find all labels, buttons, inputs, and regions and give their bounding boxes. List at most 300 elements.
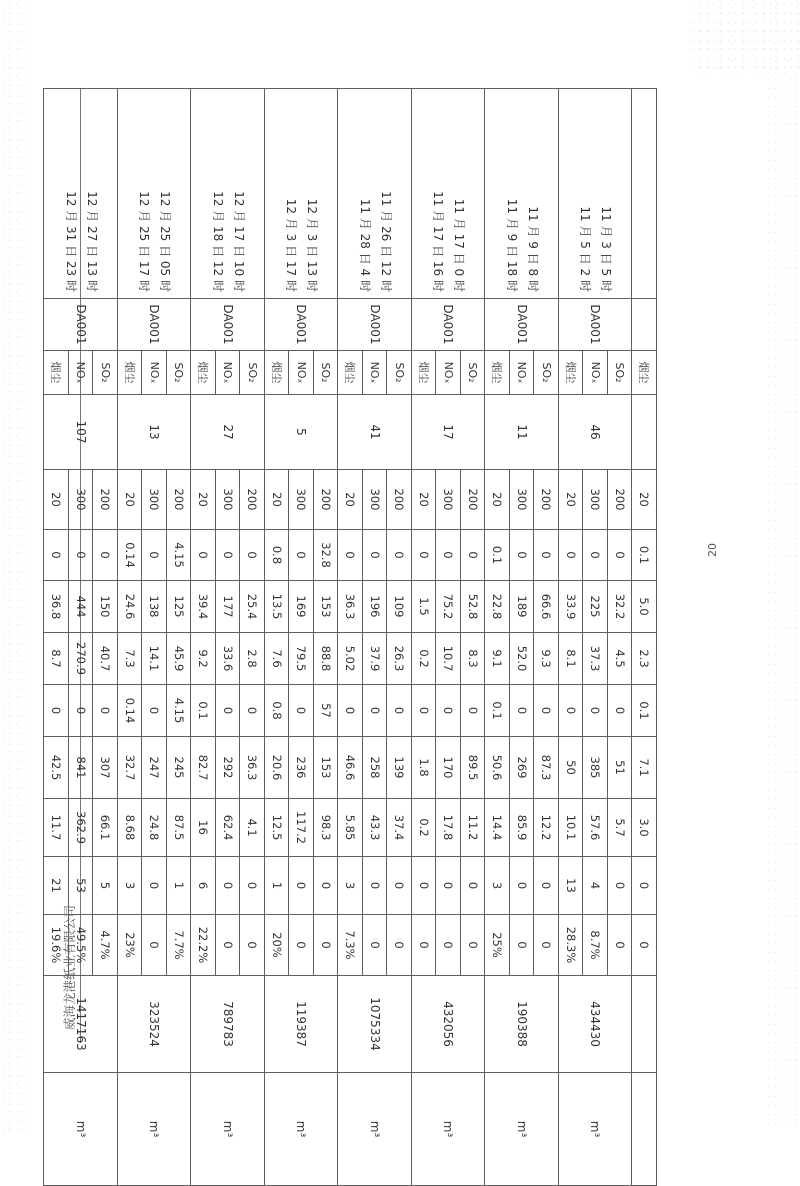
period-start: 12 月 3 日 13 时 — [305, 198, 320, 292]
value-cell: 46.6 — [338, 737, 363, 799]
value-cell: 0 — [534, 857, 559, 915]
hours-cell: 27 — [191, 395, 265, 470]
value-cell: 0.1 — [632, 530, 657, 581]
value-cell: 3 — [338, 857, 363, 915]
unit-cell: m³ — [118, 1073, 192, 1186]
unit-cell: m³ — [559, 1073, 633, 1186]
period-cell — [338, 89, 412, 299]
value-cell: 33.6 — [216, 633, 241, 685]
unit-cell: m³ — [412, 1073, 486, 1186]
volume-cell: 323524 — [118, 976, 192, 1073]
period-end: 11 月 17 日 16 时 — [431, 191, 446, 292]
value-cell: 0.2 — [412, 799, 437, 857]
value-cell: 362.9 — [69, 799, 94, 857]
value-cell: 12.2 — [534, 799, 559, 857]
value-cell: 4.1 — [240, 799, 265, 857]
value-cell: 49.5% — [69, 915, 94, 976]
volume-cell: 190388 — [485, 976, 559, 1073]
value-cell: 7.3% — [338, 915, 363, 976]
value-cell: 5.7 — [608, 799, 633, 857]
limit-cell: 20 — [191, 470, 216, 530]
value-cell: 0 — [412, 685, 437, 737]
limit-cell: 20 — [44, 470, 69, 530]
value-cell: 1 — [265, 857, 290, 915]
value-cell: 0.1 — [485, 685, 510, 737]
pollutant-cell: NOₓ — [436, 351, 461, 395]
value-cell: 169 — [289, 581, 314, 633]
value-cell: 0 — [510, 915, 535, 976]
value-cell: 22.2% — [191, 915, 216, 976]
value-cell: 0 — [412, 857, 437, 915]
pollutant-cell: 烟尘 — [338, 351, 363, 395]
value-cell: 177 — [216, 581, 241, 633]
value-cell: 0 — [44, 685, 69, 737]
value-cell: 0.8 — [265, 530, 290, 581]
value-cell: 53 — [69, 857, 94, 915]
blank-cell — [632, 299, 657, 351]
value-cell: 45.9 — [167, 633, 192, 685]
volume-cell: 434430 — [559, 976, 633, 1073]
value-cell: 16 — [191, 799, 216, 857]
value-cell: 43.3 — [363, 799, 388, 857]
unit-cell: m³ — [338, 1073, 412, 1186]
value-cell: 9.3 — [534, 633, 559, 685]
value-cell: 42.5 — [44, 737, 69, 799]
value-cell: 0 — [289, 915, 314, 976]
value-cell: 32.2 — [608, 581, 633, 633]
volume-cell: 432056 — [412, 976, 486, 1073]
value-cell: 4.15 — [167, 530, 192, 581]
value-cell: 11.2 — [461, 799, 486, 857]
table-row — [387, 89, 412, 1186]
limit-cell: 200 — [167, 470, 192, 530]
period-start: 11 月 17 日 0 时 — [452, 198, 467, 292]
value-cell: 52.0 — [510, 633, 535, 685]
value-cell: 0 — [363, 530, 388, 581]
value-cell: 9.2 — [191, 633, 216, 685]
value-cell: 50.6 — [485, 737, 510, 799]
pollutant-cell: 烟尘 — [485, 351, 510, 395]
value-cell: 0 — [436, 915, 461, 976]
value-cell: 0 — [559, 530, 584, 581]
pollutant-cell: SO₂ — [461, 351, 486, 395]
value-cell: 269 — [510, 737, 535, 799]
period-end: 12 月 18 日 12 时 — [210, 191, 225, 292]
value-cell: 0 — [240, 530, 265, 581]
value-cell: 0 — [363, 915, 388, 976]
value-cell: 247 — [142, 737, 167, 799]
value-cell: 98.3 — [314, 799, 339, 857]
value-cell: 33.9 — [559, 581, 584, 633]
scan-speckle-top-right — [690, 0, 800, 75]
value-cell: 0 — [461, 857, 486, 915]
unit-cell: m³ — [485, 1073, 559, 1186]
value-cell: 0.2 — [412, 633, 437, 685]
value-cell: 2.8 — [240, 633, 265, 685]
value-cell: 36.3 — [240, 737, 265, 799]
table-header-row — [632, 89, 657, 1186]
value-cell: 28.3% — [559, 915, 584, 976]
value-cell: 4.7% — [93, 915, 118, 976]
value-cell: 36.8 — [44, 581, 69, 633]
value-cell: 0 — [69, 530, 94, 581]
value-cell: 0.8 — [265, 685, 290, 737]
pollutant-cell: SO₂ — [534, 351, 559, 395]
volume-cell: 119387 — [265, 976, 339, 1073]
volume-cell: 1417163 — [44, 976, 118, 1073]
value-cell: 1 — [167, 857, 192, 915]
value-cell: 85.9 — [510, 799, 535, 857]
hours-cell: 46 — [559, 395, 633, 470]
value-cell: 23% — [118, 915, 143, 976]
pollutant-cell: SO₂ — [240, 351, 265, 395]
value-cell: 0 — [412, 530, 437, 581]
value-cell: 0 — [314, 915, 339, 976]
value-cell: 51 — [608, 737, 633, 799]
value-cell: 0.1 — [191, 685, 216, 737]
value-cell: 0 — [534, 685, 559, 737]
value-cell: 153 — [314, 737, 339, 799]
value-cell: 0 — [216, 857, 241, 915]
value-cell: 10.1 — [559, 799, 584, 857]
value-cell: 0 — [608, 915, 633, 976]
value-cell: 0 — [461, 530, 486, 581]
value-cell: 225 — [583, 581, 608, 633]
company-header: 威海龙港纸业有限公司 — [62, 904, 77, 1030]
value-cell: 0 — [436, 857, 461, 915]
value-cell: 13 — [559, 857, 584, 915]
period-start: 12 月 17 日 10 时 — [231, 191, 246, 292]
value-cell: 0 — [559, 685, 584, 737]
value-cell: 10.7 — [436, 633, 461, 685]
value-cell: 125 — [167, 581, 192, 633]
pollutant-cell: NOₓ — [510, 351, 535, 395]
table-row — [240, 89, 265, 1186]
value-cell: 0.14 — [118, 685, 143, 737]
value-cell: 4.5 — [608, 633, 633, 685]
value-cell: 0 — [69, 685, 94, 737]
value-cell: 0 — [510, 857, 535, 915]
scan-speckle-right — [765, 75, 800, 1131]
value-cell: 0 — [534, 530, 559, 581]
hours-cell: 17 — [412, 395, 486, 470]
limit-cell: 200 — [608, 470, 633, 530]
value-cell: 0 — [142, 685, 167, 737]
period-cell — [485, 89, 559, 299]
value-cell: 0 — [191, 530, 216, 581]
value-cell: 0 — [363, 857, 388, 915]
value-cell: 117.2 — [289, 799, 314, 857]
value-cell: 0 — [142, 857, 167, 915]
value-cell: 4 — [583, 857, 608, 915]
value-cell: 258 — [363, 737, 388, 799]
limit-cell: 300 — [583, 470, 608, 530]
value-cell: 26.3 — [387, 633, 412, 685]
value-cell: 37.4 — [387, 799, 412, 857]
pollutant-cell: SO₂ — [314, 351, 339, 395]
value-cell: 0 — [314, 857, 339, 915]
value-cell: 9.1 — [485, 633, 510, 685]
value-cell: 0 — [240, 857, 265, 915]
period-start: 11 月 9 日 8 时 — [525, 206, 540, 292]
period-end: 11 月 9 日 18 时 — [504, 198, 519, 292]
value-cell: 0 — [216, 530, 241, 581]
value-cell: 88.8 — [314, 633, 339, 685]
period-start: 12 月 25 日 05 时 — [158, 191, 173, 292]
value-cell: 36.3 — [338, 581, 363, 633]
value-cell: 0.1 — [632, 685, 657, 737]
value-cell: 0 — [608, 530, 633, 581]
value-cell: 17.8 — [436, 799, 461, 857]
value-cell: 14.4 — [485, 799, 510, 857]
limit-cell: 300 — [510, 470, 535, 530]
value-cell: 82.7 — [191, 737, 216, 799]
period-end: 12 月 31 日 23 时 — [63, 191, 78, 292]
value-cell: 0 — [338, 685, 363, 737]
value-cell: 189 — [510, 581, 535, 633]
period-cell — [559, 89, 633, 299]
blank-cell — [632, 89, 657, 299]
value-cell: 4.15 — [167, 685, 192, 737]
scan-speckle-left — [0, 0, 30, 1131]
value-cell: 0 — [240, 685, 265, 737]
period-start: 11 月 26 日 12 时 — [378, 191, 393, 292]
value-cell: 0 — [216, 915, 241, 976]
pollutant-cell: SO₂ — [93, 351, 118, 395]
value-cell: 138 — [142, 581, 167, 633]
pollutant-cell: 烟尘 — [191, 351, 216, 395]
value-cell: 7.6 — [265, 633, 290, 685]
value-cell: 3 — [118, 857, 143, 915]
value-cell: 307 — [93, 737, 118, 799]
emission-table — [44, 88, 658, 1186]
blank-cell — [632, 1073, 657, 1186]
pollutant-cell: 烟尘 — [632, 351, 657, 395]
limit-cell: 200 — [314, 470, 339, 530]
unit-cell: m³ — [265, 1073, 339, 1186]
outlet-cell: DA001 — [191, 299, 265, 351]
value-cell: 385 — [583, 737, 608, 799]
limit-cell: 300 — [289, 470, 314, 530]
value-cell: 0 — [289, 857, 314, 915]
value-cell: 32.7 — [118, 737, 143, 799]
value-cell: 11.7 — [44, 799, 69, 857]
value-cell: 8.3 — [461, 633, 486, 685]
value-cell: 66.6 — [534, 581, 559, 633]
value-cell: 0 — [436, 685, 461, 737]
table-row — [608, 89, 633, 1186]
value-cell: 0 — [240, 915, 265, 976]
value-cell: 0.1 — [485, 530, 510, 581]
pollutant-cell: 烟尘 — [118, 351, 143, 395]
limit-cell: 200 — [461, 470, 486, 530]
value-cell: 0 — [387, 530, 412, 581]
blank-cell — [632, 976, 657, 1073]
period-cell — [265, 89, 339, 299]
table-row — [534, 89, 559, 1186]
hours-cell: 107 — [44, 395, 118, 470]
pollutant-cell: NOₓ — [583, 351, 608, 395]
outlet-cell: DA001 — [118, 299, 192, 351]
pollutant-cell: 烟尘 — [265, 351, 290, 395]
value-cell: 12.5 — [265, 799, 290, 857]
outlet-cell: DA001 — [559, 299, 633, 351]
value-cell: 0 — [216, 685, 241, 737]
limit-cell: 200 — [534, 470, 559, 530]
limit-cell: 20 — [485, 470, 510, 530]
value-cell: 0 — [608, 685, 633, 737]
value-cell: 0 — [608, 857, 633, 915]
pollutant-cell: 烟尘 — [44, 351, 69, 395]
value-cell: 25.4 — [240, 581, 265, 633]
pollutant-cell: NOₓ — [142, 351, 167, 395]
value-cell: 0 — [289, 685, 314, 737]
pollutant-cell: SO₂ — [387, 351, 412, 395]
value-cell: 0 — [363, 685, 388, 737]
value-cell: 196 — [363, 581, 388, 633]
value-cell: 1.5 — [412, 581, 437, 633]
value-cell: 25% — [485, 915, 510, 976]
value-cell: 0 — [142, 530, 167, 581]
value-cell: 13.5 — [265, 581, 290, 633]
value-cell: 0 — [436, 530, 461, 581]
value-cell: 40.7 — [93, 633, 118, 685]
value-cell: 841 — [69, 737, 94, 799]
value-cell: 170 — [436, 737, 461, 799]
value-cell: 0 — [461, 685, 486, 737]
limit-cell: 200 — [240, 470, 265, 530]
value-cell: 7.1 — [632, 737, 657, 799]
limit-cell: 20 — [412, 470, 437, 530]
value-cell: 0 — [632, 857, 657, 915]
value-cell: 3 — [485, 857, 510, 915]
limit-cell: 20 — [338, 470, 363, 530]
outlet-cell: DA001 — [265, 299, 339, 351]
value-cell: 3.0 — [632, 799, 657, 857]
value-cell: 19.6% — [44, 915, 69, 976]
period-start: 11 月 3 日 5 时 — [599, 206, 614, 292]
pollutant-cell: 烟尘 — [559, 351, 584, 395]
limit-cell: 300 — [216, 470, 241, 530]
value-cell: 52.8 — [461, 581, 486, 633]
value-cell: 0 — [461, 915, 486, 976]
value-cell: 0 — [289, 530, 314, 581]
value-cell: 0 — [44, 530, 69, 581]
volume-cell: 789783 — [191, 976, 265, 1073]
pollutant-cell: NOₓ — [289, 351, 314, 395]
limit-cell: 300 — [142, 470, 167, 530]
value-cell: 57.6 — [583, 799, 608, 857]
outlet-cell: DA001 — [338, 299, 412, 351]
table-row — [93, 89, 118, 1186]
value-cell: 0 — [510, 530, 535, 581]
table-row — [461, 89, 486, 1186]
value-cell: 109 — [387, 581, 412, 633]
limit-cell: 300 — [69, 470, 94, 530]
limit-cell: 200 — [93, 470, 118, 530]
limit-cell: 300 — [436, 470, 461, 530]
period-cell — [412, 89, 486, 299]
value-cell: 37.9 — [363, 633, 388, 685]
value-cell: 0 — [93, 685, 118, 737]
blank-cell — [632, 395, 657, 470]
value-cell: 0 — [338, 530, 363, 581]
value-cell: 66.1 — [93, 799, 118, 857]
value-cell: 150 — [93, 581, 118, 633]
period-cell — [191, 89, 265, 299]
value-cell: 8.68 — [118, 799, 143, 857]
value-cell: 89.5 — [461, 737, 486, 799]
value-cell: 87.5 — [167, 799, 192, 857]
limit-cell: 20 — [118, 470, 143, 530]
value-cell: 7.7% — [167, 915, 192, 976]
value-cell: 153 — [314, 581, 339, 633]
value-cell: 0 — [142, 915, 167, 976]
value-cell: 5.02 — [338, 633, 363, 685]
outlet-cell: DA001 — [485, 299, 559, 351]
value-cell: 245 — [167, 737, 192, 799]
period-end: 12 月 25 日 17 时 — [137, 191, 152, 292]
value-cell: 5.85 — [338, 799, 363, 857]
table-row — [167, 89, 192, 1186]
value-cell: 87.3 — [534, 737, 559, 799]
period-end: 11 月 5 日 2 时 — [578, 206, 593, 292]
value-cell: 8.7% — [583, 915, 608, 976]
value-cell: 0 — [93, 530, 118, 581]
outlet-cell: DA001 — [44, 299, 118, 351]
value-cell: 139 — [387, 737, 412, 799]
value-cell: 0 — [583, 685, 608, 737]
period-end: 12 月 3 日 17 时 — [284, 198, 299, 292]
value-cell: 5.0 — [632, 581, 657, 633]
value-cell: 0 — [632, 915, 657, 976]
hours-cell: 5 — [265, 395, 339, 470]
outlet-cell: DA001 — [412, 299, 486, 351]
hours-cell: 41 — [338, 395, 412, 470]
value-cell: 2.3 — [632, 633, 657, 685]
limit-cell: 20 — [632, 470, 657, 530]
hours-cell: 13 — [118, 395, 192, 470]
volume-cell: 1075334 — [338, 976, 412, 1073]
value-cell: 292 — [216, 737, 241, 799]
limit-cell: 20 — [559, 470, 584, 530]
value-cell: 8.7 — [44, 633, 69, 685]
unit-cell: m³ — [191, 1073, 265, 1186]
value-cell: 8.1 — [559, 633, 584, 685]
value-cell: 7.3 — [118, 633, 143, 685]
value-cell: 0 — [510, 685, 535, 737]
value-cell: 24.6 — [118, 581, 143, 633]
value-cell: 24.8 — [142, 799, 167, 857]
value-cell: 21 — [44, 857, 69, 915]
value-cell: 0 — [387, 915, 412, 976]
limit-cell: 200 — [387, 470, 412, 530]
value-cell: 57 — [314, 685, 339, 737]
pollutant-cell: NOₓ — [69, 351, 94, 395]
pollutant-cell: NOₓ — [363, 351, 388, 395]
value-cell: 1.8 — [412, 737, 437, 799]
limit-cell: 300 — [363, 470, 388, 530]
pollutant-cell: NOₓ — [216, 351, 241, 395]
page-number: 20 — [706, 543, 719, 557]
value-cell: 236 — [289, 737, 314, 799]
table-row — [314, 89, 339, 1186]
value-cell: 20% — [265, 915, 290, 976]
value-cell: 0 — [387, 857, 412, 915]
value-cell: 75.2 — [436, 581, 461, 633]
value-cell: 0 — [387, 685, 412, 737]
value-cell: 0.14 — [118, 530, 143, 581]
